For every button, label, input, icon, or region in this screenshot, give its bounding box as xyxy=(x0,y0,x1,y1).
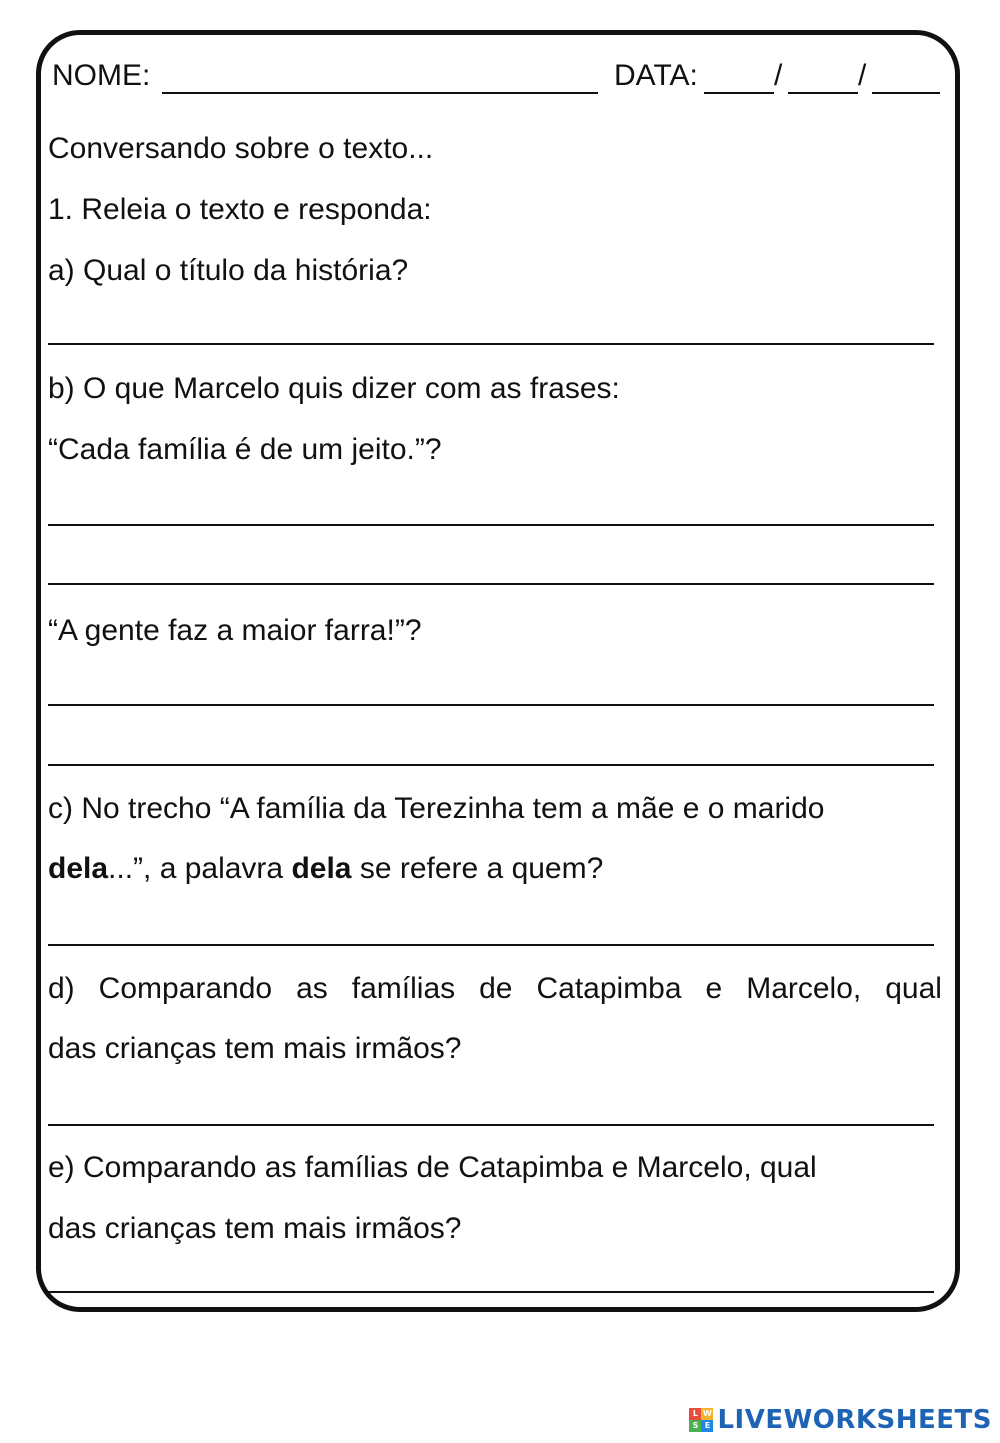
date-separator-2: / xyxy=(858,59,867,92)
item-b-quote-1: “Cada família é de um jeito.”? xyxy=(48,433,442,466)
item-d-line-1 xyxy=(48,971,942,1007)
liveworksheets-logo xyxy=(689,1403,992,1437)
item-d-word: de xyxy=(479,972,513,1005)
answer-line-c[interactable] xyxy=(48,944,934,946)
answer-line-b1-2[interactable] xyxy=(48,583,934,585)
answer-line-b2-2[interactable] xyxy=(48,764,934,766)
item-d-word: e xyxy=(705,972,723,1005)
intro-text: Conversando sobre o texto... xyxy=(48,132,434,165)
logo-letter: W xyxy=(703,1409,712,1418)
item-d-line-2: das crianças tem mais irmãos? xyxy=(48,1032,462,1065)
date-month-field[interactable] xyxy=(788,92,858,94)
answer-line-a[interactable] xyxy=(48,343,934,345)
logo-letter: S xyxy=(689,1420,701,1432)
header-row xyxy=(48,58,940,98)
item-d-word: d) xyxy=(48,972,75,1005)
item-e-line-2: das crianças tem mais irmãos? xyxy=(48,1212,462,1245)
name-field[interactable] xyxy=(162,92,598,94)
answer-line-b1-1[interactable] xyxy=(48,524,934,526)
item-c-line-1: c) No trecho “A família da Terezinha tem a mãe e o marido xyxy=(48,792,825,825)
item-d-word: famílias xyxy=(351,972,456,1005)
logo-letter: E xyxy=(701,1420,713,1432)
answer-line-b2-1[interactable] xyxy=(48,704,934,706)
item-b-question: b) O que Marcelo quis dizer com as frases: xyxy=(48,372,620,405)
liveworksheets-brand-text: LIVEWORKSHEETS xyxy=(717,1405,992,1435)
item-e-line-1: e) Comparando as famílias de Catapimba e Marcelo, qual xyxy=(48,1151,817,1184)
name-label: NOME: xyxy=(52,59,151,92)
item-a-question: a) Qual o título da história? xyxy=(48,254,409,287)
answer-line-e[interactable] xyxy=(48,1291,934,1293)
date-year-field[interactable] xyxy=(872,92,940,94)
question-1: 1. Releia o texto e responda: xyxy=(48,193,432,226)
liveworksheets-icon xyxy=(689,1408,713,1432)
bold-word-dela-2: dela xyxy=(291,852,352,885)
logo-letter: L xyxy=(689,1408,701,1420)
item-c-line-2 xyxy=(48,851,603,887)
item-d-word: as xyxy=(296,972,328,1005)
item-d-word: Comparando xyxy=(98,972,273,1005)
item-d-word: Marcelo, xyxy=(746,972,862,1005)
date-label: DATA: xyxy=(614,59,698,92)
item-c-mid-text: ...”, a palavra xyxy=(108,852,292,885)
answer-line-d[interactable] xyxy=(48,1124,934,1126)
item-d-word: Catapimba xyxy=(536,972,682,1005)
date-day-field[interactable] xyxy=(704,92,774,94)
item-c-end-text: se refere a quem? xyxy=(351,852,604,885)
item-d-word: qual xyxy=(885,972,942,1005)
date-separator-1: / xyxy=(774,59,783,92)
bold-word-dela-1: dela xyxy=(48,852,109,885)
item-b-quote-2: “A gente faz a maior farra!”? xyxy=(48,614,422,647)
